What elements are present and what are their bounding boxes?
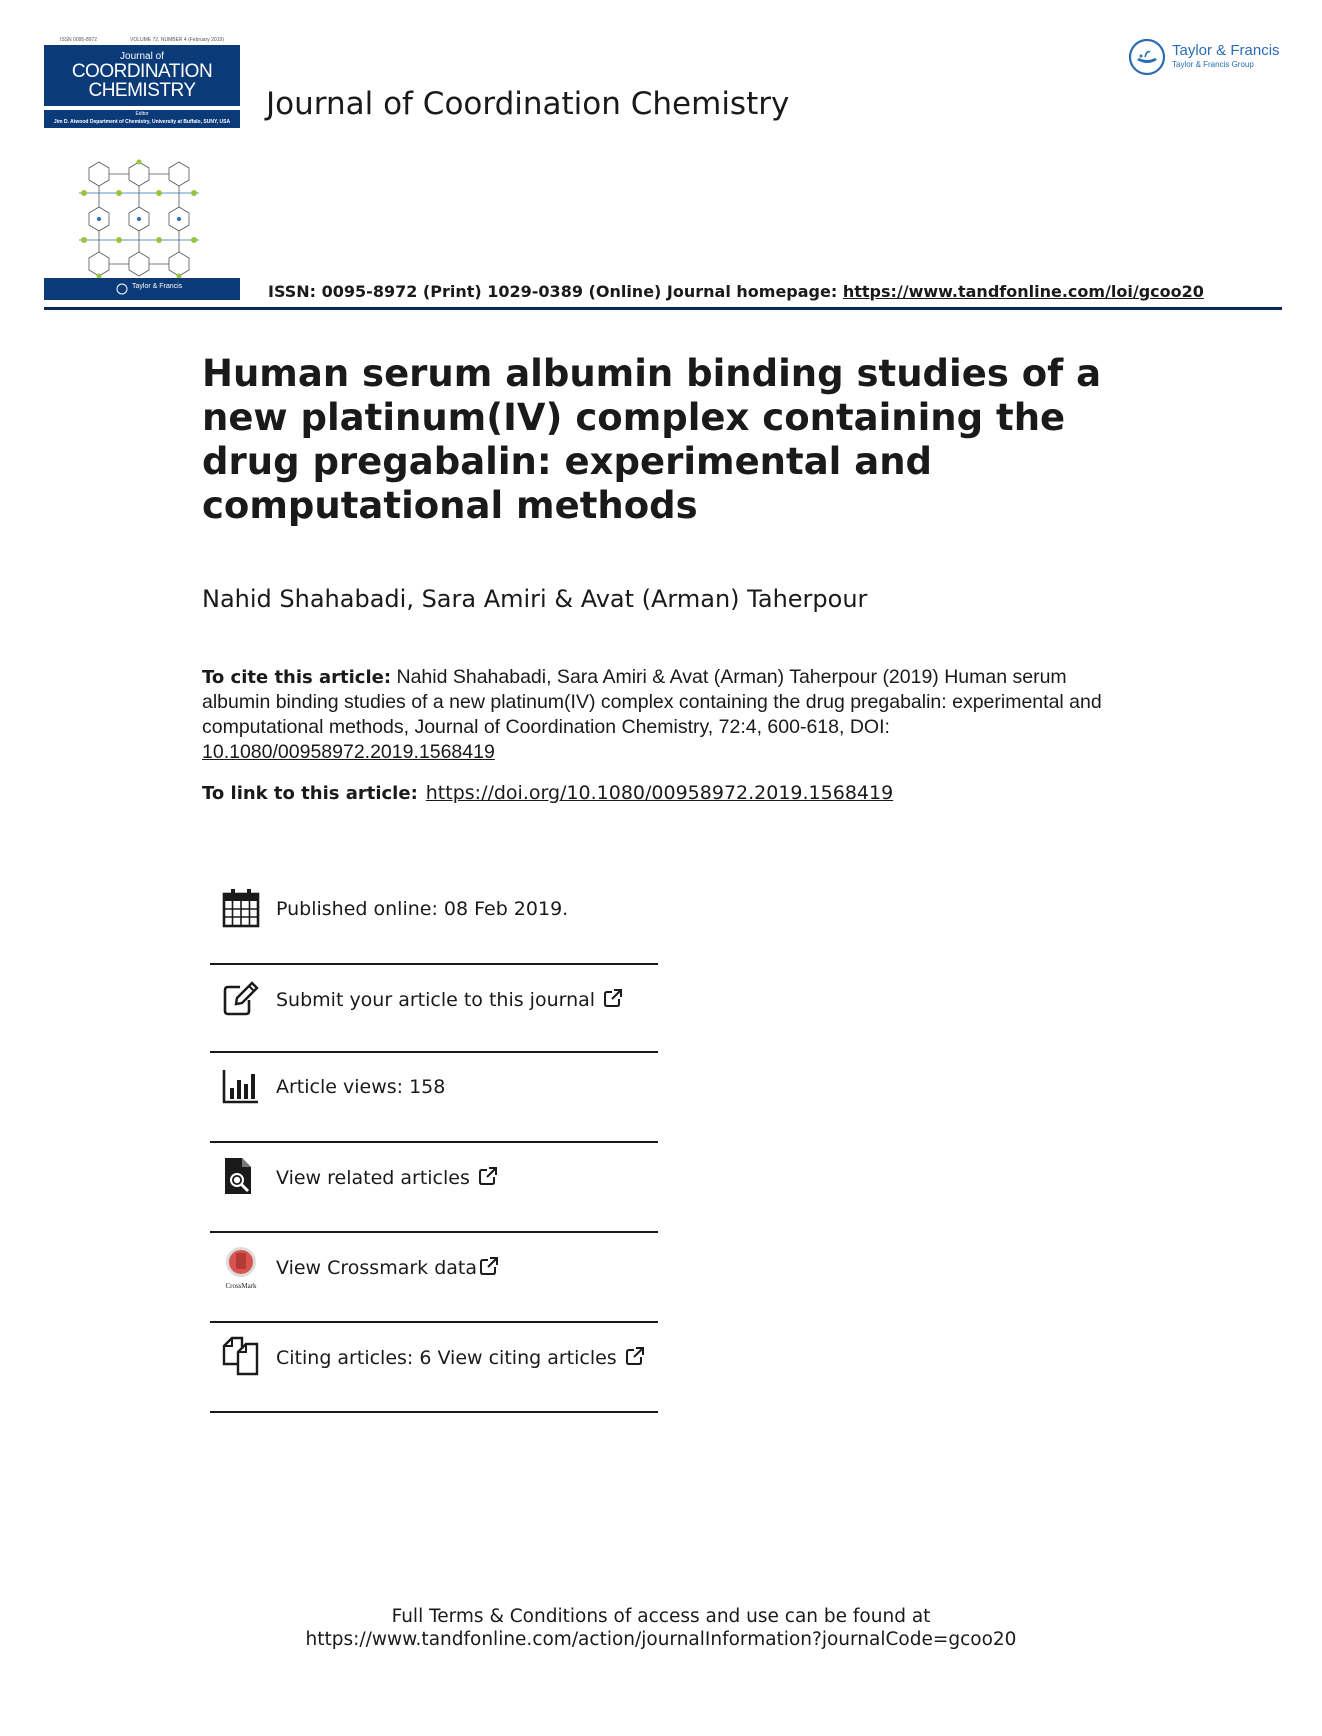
bar-chart-icon: [222, 1066, 260, 1106]
cover-journal-small: Journal of: [120, 51, 164, 62]
issn-text: ISSN: 0095-8972 (Print) 1029-0389 (Online) Journal homepage:: [268, 282, 843, 301]
row-divider: [210, 1051, 658, 1053]
publisher-name: Taylor & Francis: [1172, 42, 1280, 59]
documents-icon: [222, 1336, 260, 1376]
journal-title: Journal of Coordination Chemistry: [266, 86, 790, 122]
cite-doi-link[interactable]: 10.1080/00958972.2019.1568419: [202, 741, 495, 763]
cite-text: Nahid Shahabadi, Sara Amiri & Avat (Arman) Taherpour (2019) Human serum albumin binding studies of a new platinum(IV) complex containing the drug pregabalin: experimental and computational methods, Journal of Coordination Chemistry, 72:4, 600-618, DOI:: [202, 666, 1102, 738]
external-link-icon: [603, 988, 623, 1008]
citation-block: [202, 665, 1122, 765]
cover-editor: Editor Jim D. Atwood Department of Chemistry, University at Buffalo, SUNY, USA: [44, 110, 240, 128]
terms-footer: [0, 1605, 1322, 1651]
row-divider: [210, 963, 658, 965]
cite-label: To cite this article:: [202, 667, 392, 688]
terms-text: Full Terms & Conditions of access and use can be found at: [391, 1606, 931, 1627]
article-authors: Nahid Shahabadi, Sara Amiri & Avat (Arman) Taherpour: [202, 585, 868, 613]
submit-article-link[interactable]: Submit your article to this journal: [276, 988, 623, 1011]
external-link-icon: [478, 1166, 498, 1186]
cover-issn: ISSN 0095-8972: [60, 37, 97, 43]
link-label: To link to this article:: [202, 783, 418, 804]
crossmark-icon-label: CrossMark: [225, 1282, 257, 1290]
citing-articles-link[interactable]: Citing articles: 6 View citing articles: [276, 1346, 645, 1369]
published-online-text: Published online: 08 Feb 2019.: [276, 898, 569, 920]
external-link-icon: [479, 1256, 499, 1276]
issn-line: [268, 282, 1204, 301]
row-divider: [210, 1231, 658, 1233]
cover-volume: VOLUME 72, NUMBER 4 (February 2019): [130, 37, 224, 43]
journal-homepage-link[interactable]: https://www.tandfonline.com/loi/gcoo20: [842, 282, 1204, 301]
row-divider: [210, 1141, 658, 1143]
external-link-icon: [625, 1346, 645, 1366]
submit-article-row[interactable]: [210, 978, 658, 1068]
header-divider: [44, 307, 1282, 310]
edit-icon: [222, 978, 260, 1018]
cover-header: [44, 36, 240, 106]
lamp-logo-icon: [1128, 38, 1166, 76]
article-views-text: Article views: 158: [276, 1076, 446, 1098]
search-document-icon: [222, 1156, 260, 1196]
calendar-icon: [222, 888, 260, 928]
related-articles-link[interactable]: View related articles: [276, 1166, 498, 1189]
article-link-line: [202, 782, 893, 804]
publisher-logo[interactable]: [1128, 38, 1288, 78]
article-doi-link[interactable]: https://doi.org/10.1080/00958972.2019.1568419: [425, 782, 894, 804]
row-divider: [210, 1321, 658, 1323]
cover-footer-bar: [44, 278, 240, 300]
terms-url[interactable]: https://www.tandfonline.com/action/journalInformation?journalCode=gcoo20: [305, 1629, 1017, 1650]
journal-cover: [44, 36, 240, 300]
cover-publisher: Taylor & Francis: [132, 283, 183, 290]
crossmark-icon: [222, 1246, 260, 1290]
article-title: Human serum albumin binding studies of a new platinum(IV) complex containing the drug pregabalin: experimental and computational methods: [202, 352, 1102, 527]
molecule-illustration: [74, 148, 224, 298]
cover-journal-name: COORDINATION CHEMISTRY: [71, 61, 213, 101]
publisher-group: Taylor & Francis Group: [1172, 60, 1254, 69]
publisher-small-logo-icon: [116, 283, 128, 295]
crossmark-link[interactable]: View Crossmark data: [276, 1256, 499, 1279]
row-divider: [210, 1411, 658, 1413]
